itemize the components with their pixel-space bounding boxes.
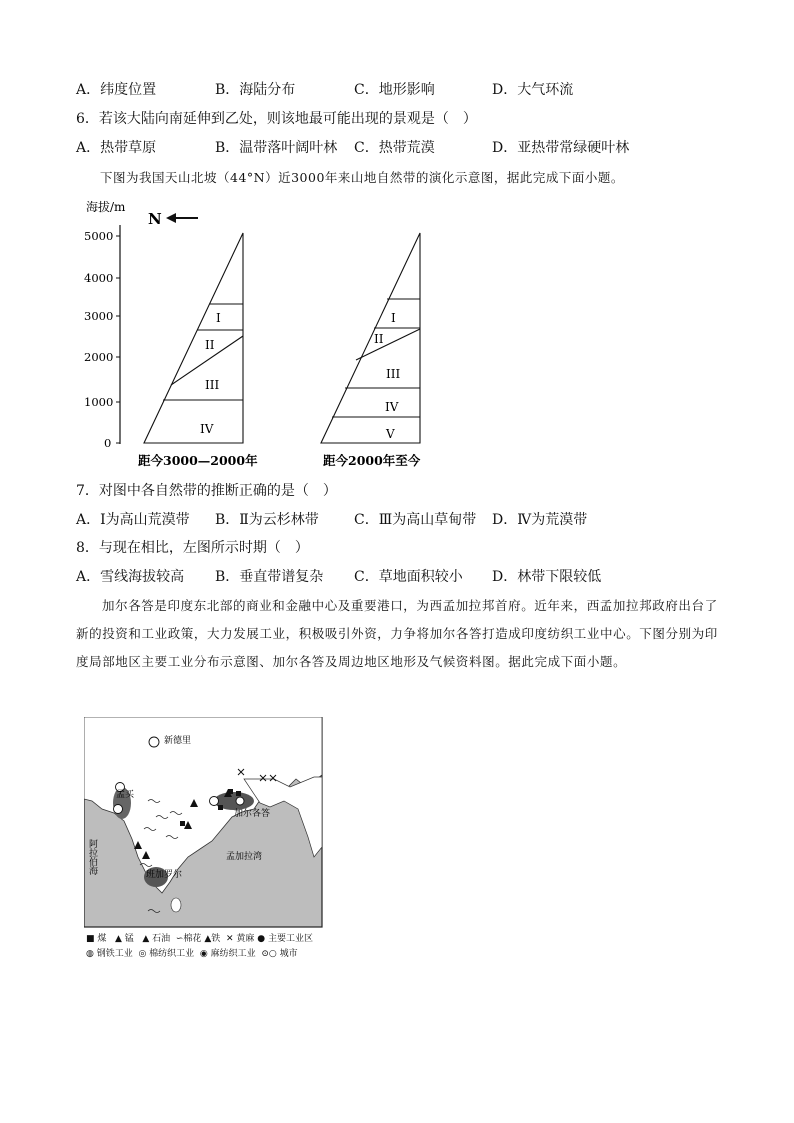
right-zone-v: V <box>386 427 395 441</box>
label-kolkata: 加尔各答 <box>234 809 271 819</box>
y-tick-4000: 4000 <box>84 271 114 285</box>
y-tick-1000: 1000 <box>84 395 114 409</box>
left-zone-ii: II <box>205 338 215 352</box>
label-bay-of-bengal: 孟加拉湾 <box>226 852 263 862</box>
q8-option-c[interactable]: C．草地面积较小 <box>354 569 463 585</box>
legend-jute-textile: ◉ 麻纺织工业 <box>199 949 256 959</box>
sri-lanka-island <box>171 898 181 912</box>
left-mountain-diagram <box>144 233 243 443</box>
legend-oil: ▲ 石油 <box>142 934 171 944</box>
right-zone-ii: II <box>374 332 384 346</box>
q8-option-b[interactable]: B．垂直带谱复杂 <box>215 569 324 585</box>
north-arrow-icon <box>166 213 198 223</box>
q5-option-d[interactable]: D．大气环流 <box>492 82 574 98</box>
q5-option-a[interactable]: A．纬度位置 <box>76 82 157 98</box>
map-legend-row-2 <box>86 946 298 959</box>
q6-option-d[interactable]: D．亚热带常绿硬叶林 <box>492 140 630 156</box>
q8-option-a[interactable]: A．雪线海拔较高 <box>76 569 185 585</box>
label-arabian-sea <box>87 839 98 875</box>
legend-coal: ■ 煤 <box>86 934 107 944</box>
left-caption: 距今3000—2000年 <box>138 453 258 468</box>
left-zone-i: I <box>216 311 221 325</box>
q7-option-b[interactable]: B．Ⅱ为云杉林带 <box>215 512 319 528</box>
legend-city: ⊙○ 城市 <box>261 949 298 959</box>
legend-manganese: ▲ 锰 <box>114 934 134 944</box>
legend-iron: ▲铁 <box>204 934 221 944</box>
q6-stem: 6．若该大陆向南延伸到乙处，则该地最可能出现的景观是（ ） <box>76 111 477 127</box>
figure1-intro: 下图为我国天山北坡（44°N）近3000年来山地自然带的演化示意图，据此完成下面小题。 <box>100 170 624 185</box>
q5-option-b[interactable]: B．海陆分布 <box>215 82 296 98</box>
legend-cotton-textile: ◎ 棉纺织工业 <box>138 949 195 959</box>
right-zone-i: I <box>391 311 396 325</box>
y-tick-5000: 5000 <box>84 229 114 243</box>
q7-option-c[interactable]: C．Ⅲ为高山草甸带 <box>354 512 477 528</box>
q6-option-a[interactable]: A．热带草原 <box>76 140 157 156</box>
q7-stem: 7．对图中各自然带的推断正确的是（ ） <box>76 483 337 499</box>
right-caption: 距今2000年至今 <box>323 453 421 468</box>
y-axis-label: 海拔/m <box>86 200 126 214</box>
q6-option-b[interactable]: B．温带落叶阔叶林 <box>215 140 338 156</box>
y-tick-0: 0 <box>104 436 112 450</box>
q7-option-d[interactable]: D．Ⅳ为荒漠带 <box>492 512 588 528</box>
q7-option-a[interactable]: A．Ⅰ为高山荒漠带 <box>76 512 190 528</box>
q8-stem: 8．与现在相比，左图所示时期（ ） <box>76 540 309 556</box>
label-new-delhi: 新德里 <box>164 736 192 746</box>
right-zone-iii: III <box>386 367 401 381</box>
left-zone-iv: IV <box>200 422 214 436</box>
label-arabian-sea-text: 阿拉伯海 <box>87 839 97 875</box>
legend-steel: ◍ 钢铁工业 <box>86 949 133 959</box>
passage-text: 加尔各答是印度东北部的商业和金融中心及重要港口，为西孟加拉邦首府。近年来，西孟加拉邦政府出台了新的投资和工业政策，大力发展工业，积极吸引外资，力争将加尔各答打造成印度纺织工业中心。下图分别为印度局部地区主要工业分布示意图、加尔各答及周边地区地形及气候资料图。据此完成下面小题。 <box>76 598 718 669</box>
y-tick-2000: 2000 <box>84 350 114 364</box>
right-zone-iv: IV <box>385 400 399 414</box>
q5-option-c[interactable]: C．地形影响 <box>354 82 435 98</box>
reading-passage <box>76 592 724 676</box>
north-label: N <box>148 210 162 228</box>
label-mumbai: 孟买 <box>116 790 135 800</box>
india-industry-map <box>84 717 324 929</box>
legend-jute: ✕ 黄麻 <box>225 934 255 944</box>
label-bangalore: 班加罗尔 <box>146 870 183 880</box>
y-tick-3000: 3000 <box>84 309 114 323</box>
left-zone-iii: III <box>205 378 220 392</box>
q8-option-d[interactable]: D．林带下限较低 <box>492 569 602 585</box>
altitudinal-zone-figure <box>0 190 794 480</box>
map-legend-row-1 <box>86 931 313 944</box>
q6-option-c[interactable]: C．热带荒漠 <box>354 140 435 156</box>
legend-cotton: ∽棉花 <box>175 934 202 944</box>
right-mountain-diagram <box>321 233 420 443</box>
legend-industrial-zone: ● 主要工业区 <box>257 934 313 944</box>
